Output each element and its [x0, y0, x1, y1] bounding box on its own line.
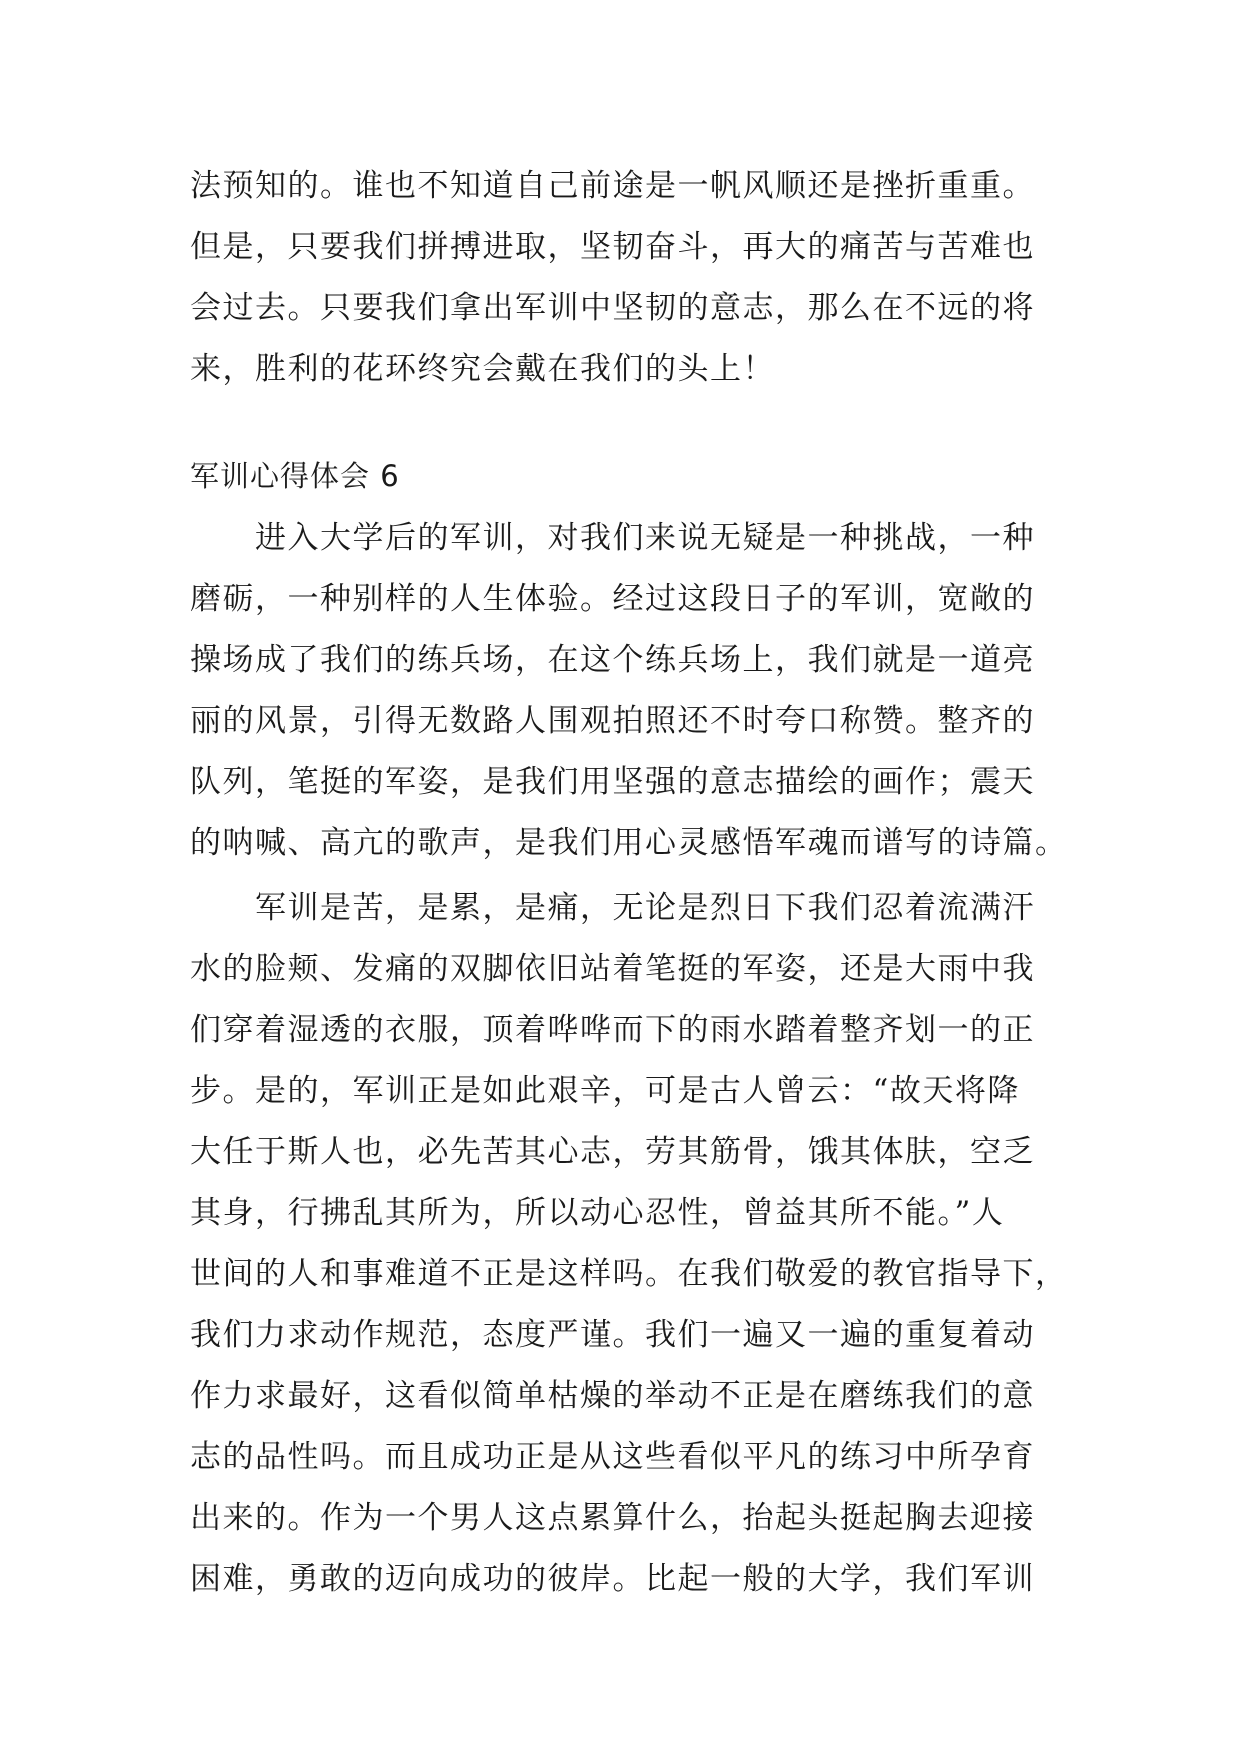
paragraph-1: [190, 508, 1068, 874]
text-line: 磨砺，一种别样的人生体验。经过这段日子的军训，宽敞的: [190, 581, 1035, 617]
text-line: 丽的风景，引得无数路人围观拍照还不时夸口称赞。整齐的: [190, 703, 1035, 739]
text-line: 军训是苦，是累，是痛，无论是烈日下我们忍着流满汗: [190, 890, 1035, 926]
text-line: 我们力求动作规范，态度严谨。我们一遍又一遍的重复着动: [190, 1317, 1035, 1353]
text-line: 来，胜利的花环终究会戴在我们的头上！: [190, 351, 775, 387]
text-line: 困难，勇敢的迈向成功的彼岸。比起一般的大学，我们军训: [190, 1561, 1035, 1597]
text-line: 们穿着湿透的衣服，顶着哗哗而下的雨水踏着整齐划一的正: [190, 1012, 1035, 1048]
text-line: 操场成了我们的练兵场，在这个练兵场上，我们就是一道亮: [190, 642, 1035, 678]
text-line: 水的脸颊、发痛的双脚依旧站着笔挺的军姿，还是大雨中我: [190, 951, 1035, 987]
text-line: 但是，只要我们拼搏进取，坚韧奋斗，再大的痛苦与苦难也: [190, 229, 1035, 265]
paragraph-2: [190, 878, 1068, 1610]
text-line: 步。是的，军训正是如此艰辛，可是古人曾云：“故天将降: [190, 1073, 1020, 1109]
text-line: 法预知的。谁也不知道自己前途是一帆风顺还是挫折重重。: [190, 168, 1035, 204]
text-line: 作力求最好，这看似简单枯燥的举动不正是在磨练我们的意: [190, 1378, 1035, 1414]
text-line: 出来的。作为一个男人这点累算什么，抬起头挺起胸去迎接: [190, 1500, 1035, 1536]
continuation-paragraph: [190, 156, 1050, 400]
text-line: 世间的人和事难道不正是这样吗。在我们敬爱的教官指导下，: [190, 1256, 1068, 1292]
text-line: 大任于斯人也，必先苦其心志，劳其筋骨，饿其体肤，空乏: [190, 1134, 1035, 1170]
text-line: 其身，行拂乱其所为，所以动心忍性，曾益其所不能。”人: [190, 1195, 1005, 1231]
text-line: 会过去。只要我们拿出军训中坚韧的意志，那么在不远的将: [190, 290, 1035, 326]
text-line: 进入大学后的军训，对我们来说无疑是一种挑战，一种: [190, 520, 1035, 556]
text-line: 队列，笔挺的军姿，是我们用坚强的意志描绘的画作；震天: [190, 764, 1035, 800]
text-line: 的呐喊、高亢的歌声，是我们用心灵感悟军魂而谱写的诗篇。: [190, 825, 1068, 861]
text-line: 志的品性吗。而且成功正是从这些看似平凡的练习中所孕育: [190, 1439, 1035, 1475]
section-title: 军训心得体会 6: [190, 459, 400, 493]
